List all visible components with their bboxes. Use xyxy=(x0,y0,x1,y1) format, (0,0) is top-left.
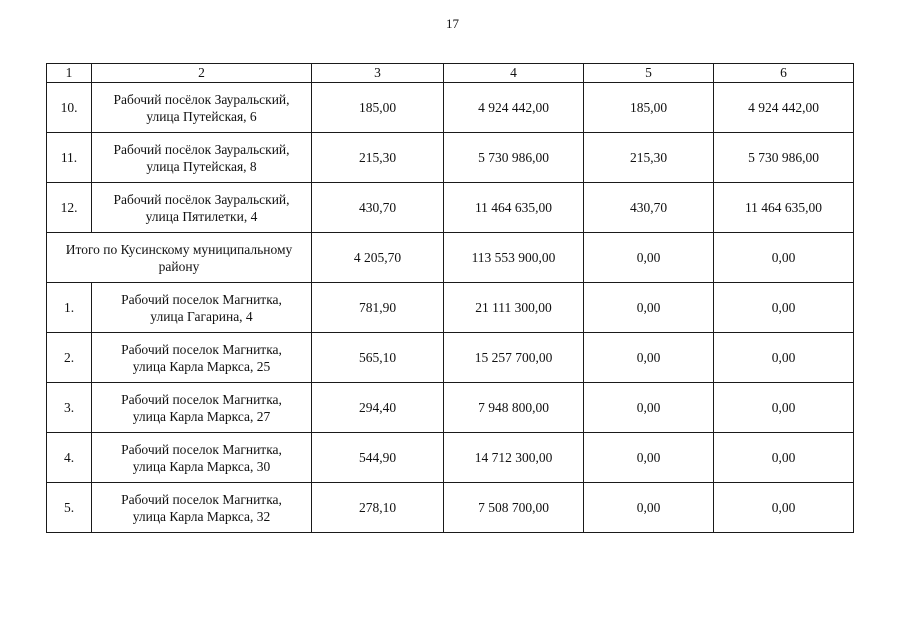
area-value: 565,10 xyxy=(312,333,444,383)
table-row xyxy=(47,283,854,333)
address-line-1: Рабочий посёлок Зауральский, xyxy=(113,141,290,157)
cost-value-col6: 11 464 635,00 xyxy=(714,183,854,233)
row-number: 2. xyxy=(47,333,92,383)
cost-value: 4 924 442,00 xyxy=(444,83,584,133)
table-row xyxy=(47,183,854,233)
row-number: 1. xyxy=(47,283,92,333)
address-cell xyxy=(92,283,312,333)
column-header: 1 xyxy=(47,64,92,83)
address-line-1: Рабочий поселок Магнитка, xyxy=(121,441,282,457)
area-value: 430,70 xyxy=(312,183,444,233)
cost-value-col6: 0,00 xyxy=(714,383,854,433)
total-label-line-2: району xyxy=(158,258,200,274)
area-value: 185,00 xyxy=(312,83,444,133)
address-line-1: Рабочий поселок Магнитка, xyxy=(121,291,282,307)
cost-value-col6: 0,00 xyxy=(714,433,854,483)
cost-value: 113 553 900,00 xyxy=(444,233,584,283)
address-cell xyxy=(92,333,312,383)
address-line-1: Рабочий поселок Магнитка, xyxy=(121,491,282,507)
row-number: 11. xyxy=(47,133,92,183)
total-label-line-1: Итого по Кусинскому муниципальному xyxy=(65,241,293,257)
row-number: 5. xyxy=(47,483,92,533)
row-number: 12. xyxy=(47,183,92,233)
area-value-col5: 0,00 xyxy=(584,233,714,283)
area-value: 4 205,70 xyxy=(312,233,444,283)
row-number: 10. xyxy=(47,83,92,133)
area-value: 294,40 xyxy=(312,383,444,433)
table-row xyxy=(47,133,854,183)
area-value-col5: 0,00 xyxy=(584,433,714,483)
column-header: 4 xyxy=(444,64,584,83)
table-body xyxy=(47,64,854,533)
cost-value-col6: 0,00 xyxy=(714,233,854,283)
cost-value-col6: 5 730 986,00 xyxy=(714,133,854,183)
area-value: 278,10 xyxy=(312,483,444,533)
address-cell xyxy=(92,183,312,233)
cost-value-col6: 0,00 xyxy=(714,283,854,333)
area-value: 544,90 xyxy=(312,433,444,483)
page-number: 17 xyxy=(446,16,459,31)
address-line-2: улица Карла Маркса, 30 xyxy=(132,458,271,474)
table-row xyxy=(47,83,854,133)
address-cell xyxy=(92,383,312,433)
column-header: 6 xyxy=(714,64,854,83)
row-number: 4. xyxy=(47,433,92,483)
cost-value: 21 111 300,00 xyxy=(444,283,584,333)
address-line-1: Рабочий поселок Магнитка, xyxy=(121,341,282,357)
area-value-col5: 215,30 xyxy=(584,133,714,183)
column-header: 2 xyxy=(92,64,312,83)
area-value-col5: 430,70 xyxy=(584,183,714,233)
cost-value: 11 464 635,00 xyxy=(444,183,584,233)
cost-value-col6: 0,00 xyxy=(714,333,854,383)
address-cell xyxy=(92,83,312,133)
table-row xyxy=(47,483,854,533)
address-line-2: улица Путейская, 6 xyxy=(146,108,257,124)
cost-value-col6: 0,00 xyxy=(714,483,854,533)
area-value-col5: 185,00 xyxy=(584,83,714,133)
address-line-2: улица Пятилетки, 4 xyxy=(145,208,258,224)
address-line-2: улица Карла Маркса, 32 xyxy=(132,508,271,524)
area-value-col5: 0,00 xyxy=(584,483,714,533)
total-label xyxy=(47,233,312,283)
cost-value: 7 948 800,00 xyxy=(444,383,584,433)
address-line-1: Рабочий посёлок Зауральский, xyxy=(113,191,290,207)
cost-value-col6: 4 924 442,00 xyxy=(714,83,854,133)
address-line-2: улица Карла Маркса, 27 xyxy=(132,408,271,424)
address-cell xyxy=(92,433,312,483)
table-row xyxy=(47,333,854,383)
data-table xyxy=(46,63,854,533)
cost-value: 14 712 300,00 xyxy=(444,433,584,483)
address-line-1: Рабочий поселок Магнитка, xyxy=(121,391,282,407)
address-line-2: улица Гагарина, 4 xyxy=(150,308,253,324)
address-line-2: улица Путейская, 8 xyxy=(146,158,257,174)
address-cell xyxy=(92,483,312,533)
table-row xyxy=(47,433,854,483)
area-value: 781,90 xyxy=(312,283,444,333)
address-line-1: Рабочий посёлок Зауральский, xyxy=(113,91,290,107)
area-value-col5: 0,00 xyxy=(584,333,714,383)
table-header-row xyxy=(47,64,854,83)
cost-value: 5 730 986,00 xyxy=(444,133,584,183)
column-header: 3 xyxy=(312,64,444,83)
row-number: 3. xyxy=(47,383,92,433)
table-row xyxy=(47,383,854,433)
column-header: 5 xyxy=(584,64,714,83)
area-value-col5: 0,00 xyxy=(584,383,714,433)
address-line-2: улица Карла Маркса, 25 xyxy=(132,358,271,374)
total-row xyxy=(47,233,854,283)
area-value: 215,30 xyxy=(312,133,444,183)
cost-value: 7 508 700,00 xyxy=(444,483,584,533)
cost-value: 15 257 700,00 xyxy=(444,333,584,383)
area-value-col5: 0,00 xyxy=(584,283,714,333)
address-cell xyxy=(92,133,312,183)
